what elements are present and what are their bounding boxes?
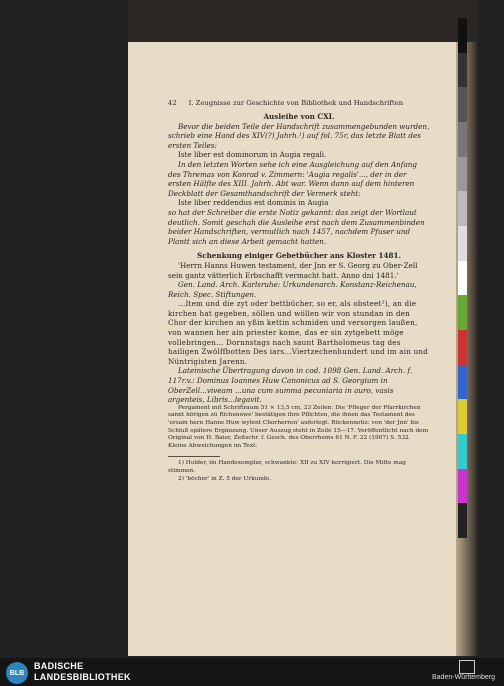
paragraph: Iste liber est dominorum in Augia regali. <box>178 150 327 160</box>
paragraph: In den letzten Worten sehe ich eine Ausgleichung auf den Anfang des Thremas von Konrad v. Zimmern: 'Augia regalis'..., der in der ersten Hälfte des XIII. Jahrh. Abt war. Wenn dann auf dem hinteren Deckblatt der Gesamthandschrift der Vermerk steht: <box>168 159 417 198</box>
paragraph: ...Item und die zyt oder bettbücher, so er, als obsteet²), an die kirchen hat gegeben, söllen und wöllen wir von stundan in den Chor der kirchen an yßin kettin schmiden und versorgen laußen, von wannen her ain priester kome, das er sin zytgebett möge vollebringen... Dornnstags nach saunt Bartholomeus tag des hailigen Zwölffbotten Des iars...Viertzechenhundert und im ain und Nüntrigisten Jarenn. <box>168 299 429 366</box>
book-top-edge <box>128 0 478 42</box>
paragraph: Bevor die beiden Teile der Handschrift zusammengebunden wurden, schrieb eine Hand des XIV(?) Jahrh.¹) auf fol. 75r, das letzte Blatt des ersten Teiles: <box>168 121 430 150</box>
footnote: 1) Holder, im Handexemplar, schwankte: XII zu XIV korrigiert. Die Mitte mag stimmen. <box>168 460 406 474</box>
paragraph: Gen. Land. Arch. Karlsruhe: Urkundenarch. Konstanz-Reichenau, Reich. Spec. Stiftungen. <box>168 280 417 299</box>
paragraph: Iste liber reddendus est dominis in Augia <box>178 198 329 208</box>
page-text <box>168 112 430 483</box>
paragraph: Lateinische Übertragung davon in cod. 1098 Gen. Land. Arch. f. 117r.v.: Dominus Ioannes Huw Canonicus ad S. Georgium in OberZell...viveam ...una cum summa pecuniaria in auro, vasis argenteis, Libris...legavit. <box>168 366 413 405</box>
page-header <box>168 99 430 107</box>
section-title: Ausleihe von CXI. <box>263 112 335 121</box>
page-number: 42 <box>168 99 177 107</box>
bw-name: Baden-Württemberg <box>432 674 496 681</box>
section-title: Schenkung einiger Gebetbücher ans Kloster 1481. <box>197 251 401 261</box>
blb-logo: BLB <box>6 662 28 684</box>
footnote: 2) 'böcher' in Z. 5 der Urkunde. <box>178 475 272 482</box>
paragraph-note: Pergament mit Schriftraum 51 × 13,5 cm, 23 Zeilen: Die 'Pfleger der Pfarrkirchen sannt hörigen zü Richenowe' bestätigen ihre Pflichten, die ihnen das Testament des 'ersam hern Hanns Huw wylent Chorherren' auferlegt. Rückennotiz: von 'der Jnn' bis Schluß spätere Ergänzung. Unser Auszug steht in Zeile 15—17. Veröffentlicht nach dem Original von H. Baier, Zeitschr. f. Gesch. des Oberrheins 61 N. F. 22 (1907) S. 532. Kleine Abweichungen im Text. <box>168 404 429 449</box>
bw-crest-icon <box>459 660 475 674</box>
paragraph: so hat der Schreiber die erste Notiz gekannt: das zeigt der Wortlaut deutlich. Somit geschah die Ausleihe erst nach dem Zusammenbinden beider Handschriften, vermutlich nach 1457, nachdem Pfuser und Plantt sich an diese Arbeit gemacht hatten. <box>168 207 425 246</box>
blb-name-line1: BADISCHE <box>34 661 84 671</box>
footnote-rule <box>168 456 220 457</box>
paragraph: 'Herrn Hanns Huwen testament, der Jnn er S. Georg zu Ober-Zell sein gantz vätterlich Erbschafft vermacht hatt. Anno dni 1481.' <box>168 260 418 280</box>
running-title: I. Zeugnisse zur Geschichte von Bibliothek und Handschriften <box>188 99 404 107</box>
color-calibration-bar <box>458 18 467 538</box>
blb-name <box>34 661 131 683</box>
blb-name-line2: LANDESBIBLIOTHEK <box>34 672 131 682</box>
